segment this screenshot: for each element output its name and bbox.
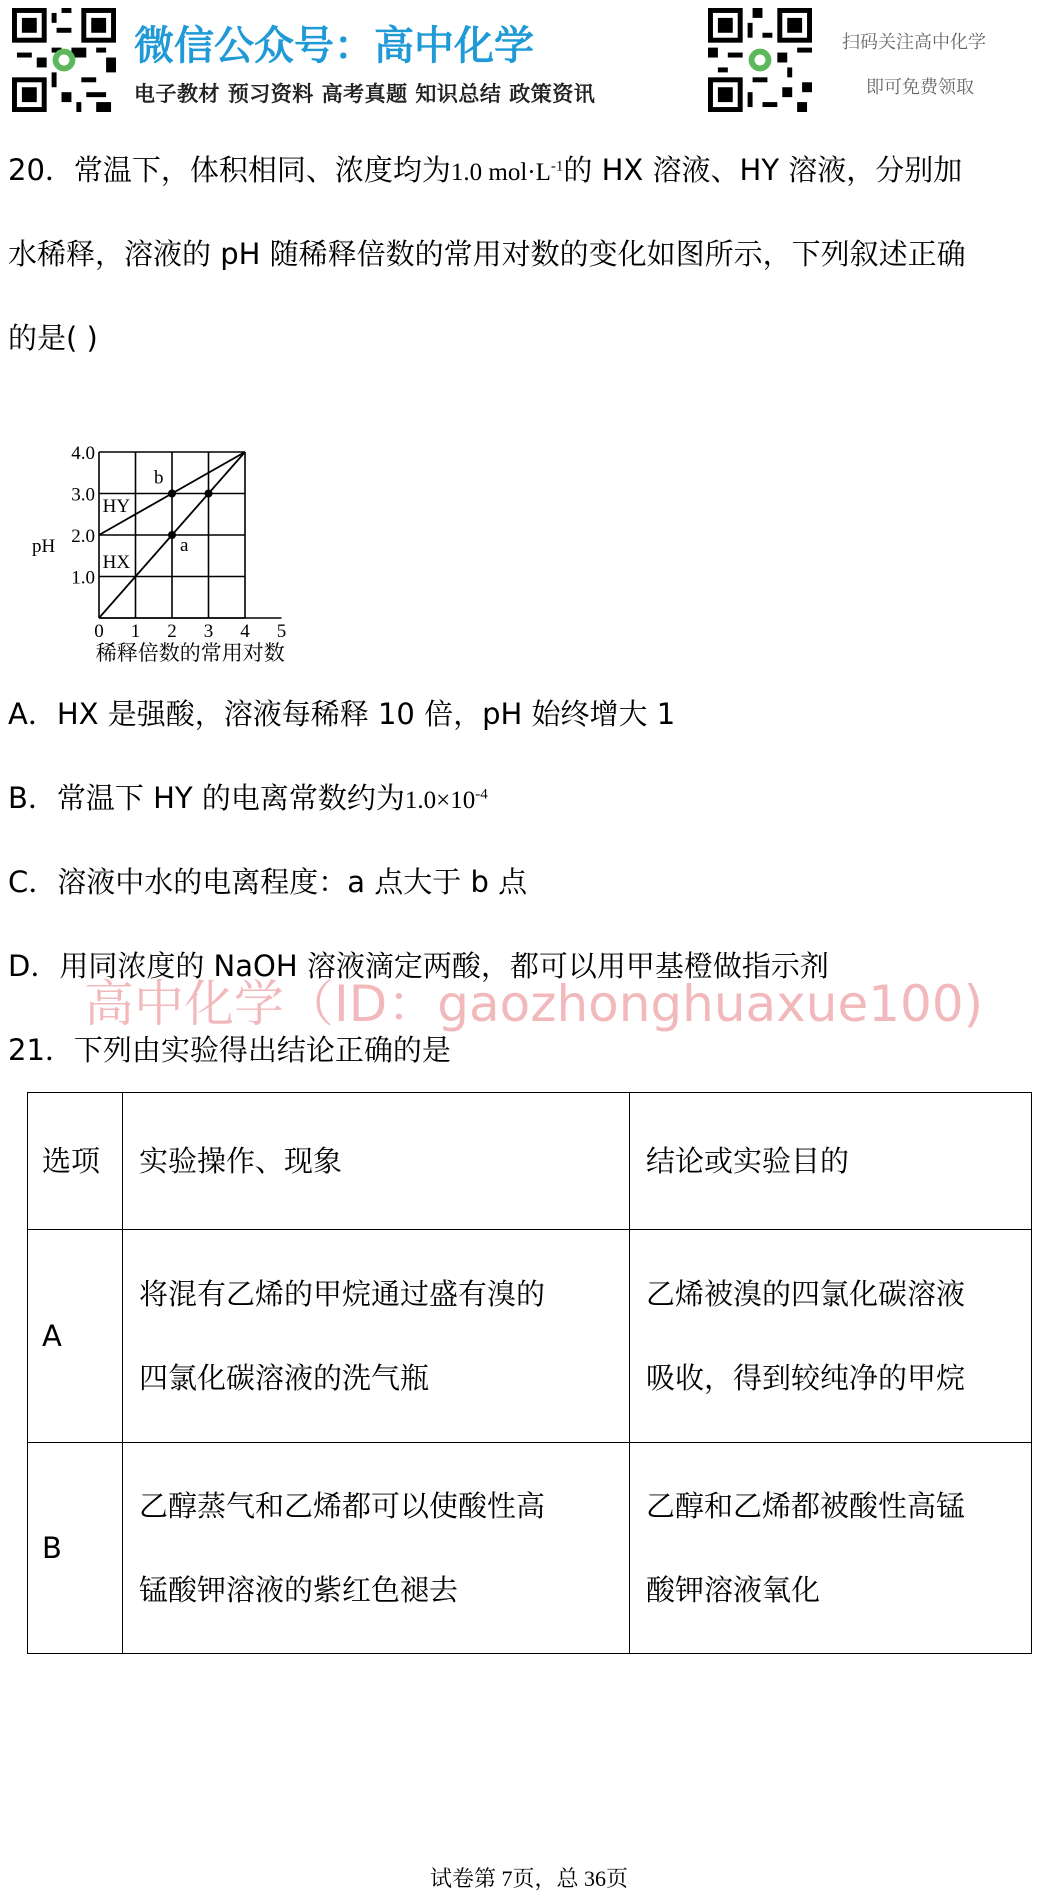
x-tick-label: 4: [240, 621, 250, 642]
data-point: [205, 490, 213, 498]
ph-dilution-chart: [14, 390, 414, 665]
q20-line2: 水稀释，溶液的 pH 随稀释倍数的常用对数的变化如图所示，下列叙述正确: [8, 237, 966, 271]
data-point-b: [168, 490, 176, 498]
row-b-option: B: [28, 1443, 123, 1654]
x-tick-label: 3: [203, 621, 214, 642]
header-subtitle: 电子教材 预习资料 高考真题 知识总结 政策资讯: [134, 82, 596, 106]
row-b-operation: 乙醇蒸气和乙烯都可以使酸性高 锰酸钾溶液的紫红色褪去: [123, 1443, 630, 1654]
header-title: 微信公众号：高中化学: [134, 23, 534, 69]
row-a-operation: 将混有乙烯的甲烷通过盛有溴的 四氯化碳溶液的洗气瓶: [123, 1230, 630, 1443]
q20-option-a: A．HX 是强酸，溶液每稀释 10 倍，pH 始终增大 1: [8, 697, 676, 731]
qr-note-1: 扫码关注高中化学: [842, 32, 986, 53]
qr-code-left: [12, 8, 116, 112]
q20-line1: [8, 153, 963, 187]
qr-code-icon: [12, 8, 116, 112]
q20-option-c: C．溶液中水的电离程度：a 点大于 b 点: [8, 865, 528, 899]
series-label-hx: HX: [102, 552, 131, 574]
page-footer: 试卷第 7页，总 36页: [429, 1866, 628, 1891]
x-axis-label: 稀释倍数的常用对数: [95, 641, 285, 665]
qr-code-right: [708, 8, 812, 112]
row-b-conclusion: 乙醇和乙烯都被酸性高锰 酸钾溶液氧化: [630, 1443, 1032, 1654]
q21-title: 21．下列由实验得出结论正确的是: [8, 1033, 451, 1067]
y-axis-label: pH: [32, 536, 56, 557]
row-a-conclusion: 乙烯被溴的四氯化碳溶液 吸收，得到较纯净的甲烷: [630, 1230, 1032, 1443]
y-tick-label: 4.0: [71, 443, 95, 464]
x-tick-label: 5: [276, 621, 287, 642]
header-option: 选项: [28, 1093, 123, 1230]
q20-line3: 的是( ): [8, 321, 98, 355]
q20-line1-b: 的 HX 溶液、HY 溶液，分别加: [563, 153, 963, 187]
qr-note-2: 即可免费领取: [866, 77, 974, 98]
point-label-a: a: [180, 535, 189, 556]
q20-concentration: 1.0 $mol\cdot L^{-1}$: [450, 158, 564, 186]
experiment-table: [27, 1092, 1032, 1654]
data-point-a: [168, 531, 176, 539]
series-label-hy: HY: [102, 496, 131, 518]
row-a-option: A: [28, 1230, 123, 1443]
table-header-row: [28, 1093, 1032, 1230]
x-tick-label: 0: [94, 621, 104, 642]
header-operation: 实验操作、现象: [123, 1093, 630, 1230]
q20-ka-value: $1.0\times 10^{-4}$: [404, 786, 488, 814]
header-conclusion: 结论或实验目的: [630, 1093, 1032, 1230]
y-tick-label: 3.0: [71, 484, 95, 506]
watermark: 高中化学（ID：gaozhonghuaxue100): [84, 975, 984, 1033]
qr-code-icon: [708, 8, 812, 112]
x-tick-label: 1: [130, 621, 141, 642]
table-row: [28, 1230, 1032, 1443]
y-tick-label: 1.0: [71, 567, 95, 589]
y-tick-label: 2.0: [71, 526, 95, 547]
table-row: [28, 1443, 1032, 1654]
point-label-b: b: [154, 467, 164, 489]
x-tick-label: 2: [167, 621, 177, 642]
q20-line1-a: 20．常温下，体积相同、浓度均为: [8, 153, 451, 187]
q20-option-b: B．常温下 HY 的电离常数约为$1.0\times 10^{-4}$: [8, 781, 488, 815]
q20-option-d: D．用同浓度的 NaOH 溶液滴定两酸，都可以用甲基橙做指示剂: [8, 949, 829, 983]
